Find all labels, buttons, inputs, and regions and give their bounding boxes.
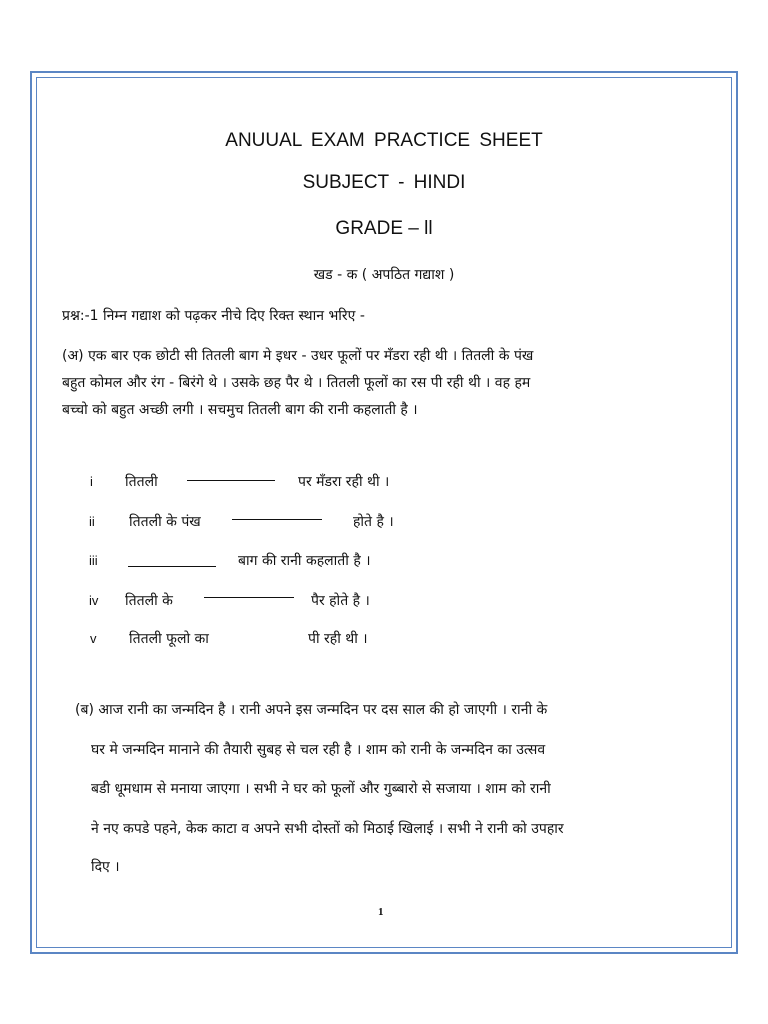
item-number: iv — [89, 593, 99, 608]
passage-b-line-5: दिए । — [91, 859, 120, 875]
item-text-before: तितली — [125, 474, 158, 490]
grade-line: GRADE – ll — [335, 218, 433, 239]
passage-b-line-2: घर मे जन्मदिन मानाने की तैयारी सुबह से चल रही है । शाम को रानी के जन्मदिन का उत्सव — [91, 742, 546, 758]
item-text-after: बाग की रानी कहलाती है । — [238, 553, 371, 569]
item-text-before: तितली फूलो का — [129, 631, 209, 647]
section-heading: खड - क ( अपठित गद्याश ) — [313, 267, 455, 283]
passage-b-line-4: ने नए कपडे पहने, केक काटा व अपने सभी दोस्तों को मिठाई खिलाई । सभी ने रानी को उपहार — [91, 821, 564, 837]
item-number: v — [90, 631, 97, 646]
passage-a-line-3: बच्चो को बहुत अच्छी लगी । सचमुच तितली बाग की रानी कहलाती है । — [62, 402, 418, 418]
page-number: 1 — [378, 906, 384, 918]
item-number: iii — [89, 553, 98, 568]
answer-blank[interactable] — [128, 566, 216, 567]
item-text-after: पैर होते है । — [311, 593, 370, 609]
item-text-before: तितली के पंख — [129, 514, 201, 530]
item-number: ii — [89, 514, 95, 529]
subject-line: SUBJECT - HINDI — [302, 172, 466, 193]
passage-a-line-1: (अ) एक बार एक छोटी सी तितली बाग मे इधर - उधर फूलों पर मँडरा रही थी । तितली के पंख — [62, 348, 534, 364]
answer-blank[interactable] — [204, 597, 294, 598]
item-text-after: पर मँडरा रही थी । — [298, 474, 390, 490]
item-text-before: तितली के — [125, 593, 173, 609]
item-text-after: होते है । — [353, 514, 394, 530]
item-text-after: पी रही थी । — [308, 631, 368, 647]
answer-blank[interactable] — [232, 519, 322, 520]
passage-a-line-2: बहुत कोमल और रंग - बिरंगे थे । उसके छह पैर थे । तितली फूलों का रस पी रही थी । वह हम — [62, 375, 531, 391]
passage-b-line-3: बडी धूमधाम से मनाया जाएगा । सभी ने घर को फूलों और गुब्बारो से सजाया । शाम को रानी — [91, 781, 551, 797]
question-prompt: प्रश्न:-1 निम्न गद्याश को पढ़कर नीचे दिए रिक्त स्थान भरिए - — [62, 308, 365, 324]
answer-blank[interactable] — [187, 480, 275, 481]
sheet-title: ANUUAL EXAM PRACTICE SHEET — [225, 130, 543, 151]
passage-b-line-1: (ब) आज रानी का जन्मदिन है । रानी अपने इस जन्मदिन पर दस साल की हो जाएगी । रानी के — [75, 702, 548, 718]
item-number: i — [90, 474, 93, 489]
